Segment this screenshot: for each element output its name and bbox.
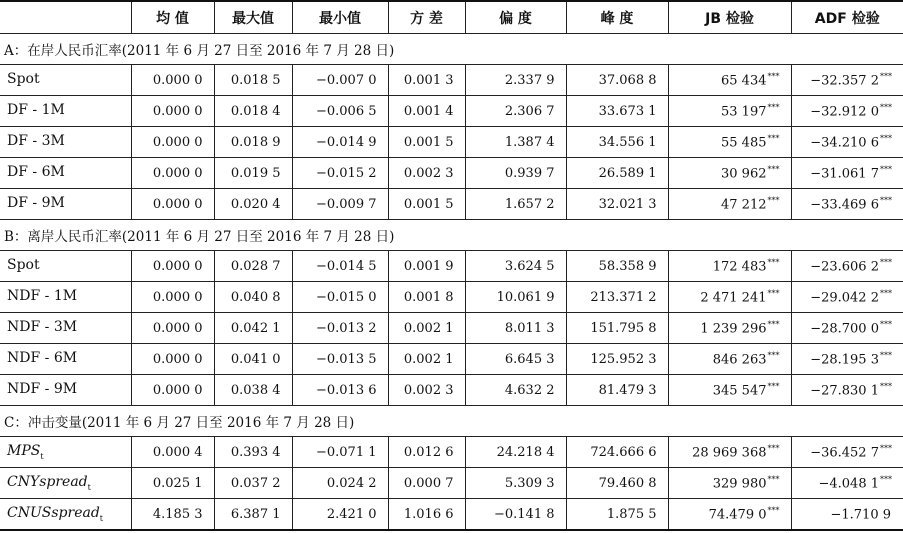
adf-value: −28.700 0	[810, 321, 879, 337]
adf-cell	[791, 499, 903, 531]
min-cell: −0.015 2	[292, 158, 388, 189]
jb-cell	[668, 127, 791, 158]
significance-marker: ***	[767, 288, 780, 298]
row-label	[0, 127, 131, 158]
variable-name: NDF - 6M	[7, 350, 78, 367]
significance-marker: ***	[767, 443, 780, 453]
max-cell: 6.387 1	[214, 499, 292, 531]
mean-cell: 0.000 4	[131, 437, 214, 468]
mean-cell: 0.000 0	[131, 344, 214, 375]
adf-value: −27.830 1	[810, 383, 879, 399]
jb-value: 74.479 0	[708, 507, 767, 523]
variance-cell: 0.001 3	[388, 65, 465, 96]
variance-cell: 0.001 8	[388, 282, 465, 313]
kurtosis-cell: 81.479 3	[566, 375, 668, 406]
header-adf-test: ADF 检验	[791, 1, 903, 34]
row-label	[0, 499, 131, 531]
mean-cell: 4.185 3	[131, 499, 214, 531]
significance-marker: ***	[767, 195, 780, 205]
significance-marker: ***	[880, 195, 892, 205]
significance-marker: ***	[880, 350, 892, 360]
jb-value: 55 485	[721, 135, 767, 151]
adf-cell	[791, 65, 903, 96]
header-kurtosis: 峰 度	[566, 1, 668, 34]
jb-cell	[668, 468, 791, 499]
min-cell: −0.013 5	[292, 344, 388, 375]
jb-cell	[668, 65, 791, 96]
skewness-cell: 3.624 5	[465, 251, 566, 282]
min-cell: −0.015 0	[292, 282, 388, 313]
adf-value: −4.048 1	[818, 476, 879, 492]
variance-cell: 0.001 5	[388, 127, 465, 158]
header-max: 最大值	[214, 1, 292, 34]
adf-value: −29.042 2	[810, 290, 879, 306]
table-body	[0, 34, 903, 531]
jb-value: 172 483	[712, 259, 767, 275]
jb-value: 329 980	[712, 476, 767, 492]
table-row	[0, 158, 903, 189]
table-row	[0, 375, 903, 406]
variance-cell: 0.002 3	[388, 158, 465, 189]
mean-cell: 0.000 0	[131, 251, 214, 282]
min-cell: −0.014 9	[292, 127, 388, 158]
max-cell: 0.018 4	[214, 96, 292, 127]
row-label	[0, 96, 131, 127]
skewness-cell: 6.645 3	[465, 344, 566, 375]
significance-marker: ***	[767, 350, 780, 360]
adf-cell	[791, 313, 903, 344]
jb-value: 53 197	[721, 104, 767, 120]
header-variance: 方 差	[388, 1, 465, 34]
variable-name: Spot	[7, 257, 40, 274]
skewness-cell: 8.011 3	[465, 313, 566, 344]
significance-marker: ***	[880, 257, 892, 267]
variance-cell: 0.002 1	[388, 344, 465, 375]
variable-name: DF - 3M	[7, 133, 65, 150]
min-cell: −0.009 7	[292, 189, 388, 220]
jb-cell	[668, 96, 791, 127]
skewness-cell: 2.337 9	[465, 65, 566, 96]
kurtosis-cell: 125.952 3	[566, 344, 668, 375]
section-row	[0, 220, 903, 251]
skewness-cell: −0.141 8	[465, 499, 566, 531]
min-cell: −0.007 0	[292, 65, 388, 96]
max-cell: 0.040 8	[214, 282, 292, 313]
kurtosis-cell: 32.021 3	[566, 189, 668, 220]
jb-value: 47 212	[721, 197, 767, 213]
significance-marker: ***	[880, 443, 892, 453]
header-skewness: 偏 度	[465, 1, 566, 34]
max-cell: 0.018 9	[214, 127, 292, 158]
variable-name: DF - 1M	[7, 102, 65, 119]
variance-cell: 0.012 6	[388, 437, 465, 468]
skewness-cell: 10.061 9	[465, 282, 566, 313]
skewness-cell: 24.218 4	[465, 437, 566, 468]
header-row	[0, 1, 903, 34]
row-label	[0, 158, 131, 189]
min-cell: −0.013 2	[292, 313, 388, 344]
table-row	[0, 65, 903, 96]
variable-name: CNUSspread	[7, 505, 100, 522]
jb-cell	[668, 437, 791, 468]
section-title: B：离岸人民币汇率(2011 年 6 月 27 日至 2016 年 7 月 28 日)	[0, 220, 903, 251]
significance-marker: ***	[880, 164, 892, 174]
mean-cell: 0.000 0	[131, 65, 214, 96]
kurtosis-cell: 37.068 8	[566, 65, 668, 96]
skewness-cell: 1.657 2	[465, 189, 566, 220]
section-title: C：冲击变量(2011 年 6 月 27 日至 2016 年 7 月 28 日)	[0, 406, 903, 437]
jb-cell	[668, 344, 791, 375]
significance-marker: ***	[767, 102, 780, 112]
kurtosis-cell: 1.875 5	[566, 499, 668, 531]
jb-cell	[668, 499, 791, 531]
max-cell: 0.042 1	[214, 313, 292, 344]
significance-marker: ***	[880, 381, 892, 391]
header-jb-test: JB 检验	[668, 1, 791, 34]
table-row	[0, 96, 903, 127]
skewness-cell: 4.632 2	[465, 375, 566, 406]
mean-cell: 0.000 0	[131, 313, 214, 344]
significance-marker: ***	[767, 505, 780, 515]
max-cell: 0.028 7	[214, 251, 292, 282]
variable-name: NDF - 3M	[7, 319, 78, 336]
skewness-cell: 5.309 3	[465, 468, 566, 499]
kurtosis-cell: 79.460 8	[566, 468, 668, 499]
significance-marker: ***	[880, 319, 892, 329]
variable-subscript: t	[99, 513, 104, 523]
row-label	[0, 282, 131, 313]
adf-value: −32.357 2	[810, 73, 879, 89]
row-label	[0, 189, 131, 220]
min-cell: −0.071 1	[292, 437, 388, 468]
significance-marker: ***	[880, 133, 892, 143]
jb-cell	[668, 189, 791, 220]
table-row	[0, 282, 903, 313]
adf-value: −31.061 7	[810, 166, 879, 182]
skewness-cell: 0.939 7	[465, 158, 566, 189]
max-cell: 0.018 5	[214, 65, 292, 96]
row-label	[0, 313, 131, 344]
max-cell: 0.038 4	[214, 375, 292, 406]
variance-cell: 0.001 5	[388, 189, 465, 220]
variable-name: Spot	[7, 71, 40, 88]
adf-value: −34.210 6	[810, 135, 879, 151]
row-label	[0, 344, 131, 375]
adf-cell	[791, 375, 903, 406]
table-row	[0, 189, 903, 220]
max-cell: 0.037 2	[214, 468, 292, 499]
max-cell: 0.393 4	[214, 437, 292, 468]
significance-marker: ***	[767, 164, 780, 174]
variance-cell: 0.002 1	[388, 313, 465, 344]
mean-cell: 0.025 1	[131, 468, 214, 499]
significance-marker: ***	[767, 133, 780, 143]
adf-cell	[791, 96, 903, 127]
adf-value: −36.452 7	[810, 445, 879, 461]
significance-marker: ***	[880, 288, 892, 298]
row-label	[0, 437, 131, 468]
jb-value: 30 962	[721, 166, 767, 182]
adf-value: −32.912 0	[810, 104, 879, 120]
row-label	[0, 65, 131, 96]
jb-value: 65 434	[721, 73, 767, 89]
variable-name: NDF - 1M	[7, 288, 78, 305]
adf-cell	[791, 344, 903, 375]
mean-cell: 0.000 0	[131, 189, 214, 220]
header-min: 最小值	[292, 1, 388, 34]
row-label	[0, 251, 131, 282]
mean-cell: 0.000 0	[131, 282, 214, 313]
adf-cell	[791, 468, 903, 499]
row-label	[0, 468, 131, 499]
header-mean: 均 值	[131, 1, 214, 34]
kurtosis-cell: 58.358 9	[566, 251, 668, 282]
table-row	[0, 499, 903, 531]
table-row	[0, 468, 903, 499]
jb-value: 846 263	[712, 352, 767, 368]
kurtosis-cell: 26.589 1	[566, 158, 668, 189]
jb-cell	[668, 251, 791, 282]
section-row	[0, 34, 903, 65]
mean-cell: 0.000 0	[131, 158, 214, 189]
jb-value: 28 969 368	[692, 445, 767, 461]
kurtosis-cell: 151.795 8	[566, 313, 668, 344]
mean-cell: 0.000 0	[131, 375, 214, 406]
significance-marker: ***	[767, 257, 780, 267]
kurtosis-cell: 724.666 6	[566, 437, 668, 468]
row-label	[0, 375, 131, 406]
variance-cell: 0.002 3	[388, 375, 465, 406]
adf-cell	[791, 189, 903, 220]
skewness-cell: 2.306 7	[465, 96, 566, 127]
max-cell: 0.019 5	[214, 158, 292, 189]
adf-value: −33.469 6	[810, 197, 879, 213]
adf-value: −23.606 2	[810, 259, 879, 275]
variable-name: DF - 6M	[7, 164, 65, 181]
min-cell: 0.024 2	[292, 468, 388, 499]
variable-name: MPS	[7, 443, 41, 460]
variable-subscript: t	[87, 482, 91, 492]
skewness-cell: 1.387 4	[465, 127, 566, 158]
kurtosis-cell: 213.371 2	[566, 282, 668, 313]
significance-marker: ***	[767, 71, 780, 81]
jb-value: 1 239 296	[700, 321, 767, 337]
mean-cell: 0.000 0	[131, 96, 214, 127]
adf-cell	[791, 251, 903, 282]
table-row	[0, 437, 903, 468]
adf-cell	[791, 158, 903, 189]
variable-name: NDF - 9M	[7, 381, 78, 398]
max-cell: 0.020 4	[214, 189, 292, 220]
significance-marker: ***	[767, 474, 780, 484]
min-cell: −0.013 6	[292, 375, 388, 406]
min-cell: −0.006 5	[292, 96, 388, 127]
variable-name: DF - 9M	[7, 195, 65, 212]
variance-cell: 1.016 6	[388, 499, 465, 531]
jb-cell	[668, 375, 791, 406]
jb-cell	[668, 282, 791, 313]
significance-marker: ***	[767, 381, 780, 391]
variable-subscript: t	[40, 451, 44, 461]
table-row	[0, 127, 903, 158]
section-row	[0, 406, 903, 437]
min-cell: 2.421 0	[292, 499, 388, 531]
kurtosis-cell: 34.556 1	[566, 127, 668, 158]
significance-marker: ***	[767, 319, 780, 329]
adf-value: −1.710 9	[830, 507, 891, 523]
table-row	[0, 344, 903, 375]
jb-value: 2 471 241	[700, 290, 767, 306]
table-row	[0, 251, 903, 282]
mean-cell: 0.000 0	[131, 127, 214, 158]
variance-cell: 0.001 4	[388, 96, 465, 127]
significance-marker: ***	[880, 102, 892, 112]
adf-cell	[791, 282, 903, 313]
adf-value: −28.195 3	[810, 352, 879, 368]
significance-marker: ***	[880, 71, 892, 81]
max-cell: 0.041 0	[214, 344, 292, 375]
header-variable	[0, 1, 131, 34]
variance-cell: 0.000 7	[388, 468, 465, 499]
jb-cell	[668, 158, 791, 189]
variance-cell: 0.001 9	[388, 251, 465, 282]
section-title: A：在岸人民币汇率(2011 年 6 月 27 日至 2016 年 7 月 28 日)	[0, 34, 903, 65]
adf-cell	[791, 437, 903, 468]
variable-name: CNYspread	[7, 474, 88, 491]
jb-cell	[668, 313, 791, 344]
table-row	[0, 313, 903, 344]
kurtosis-cell: 33.673 1	[566, 96, 668, 127]
adf-cell	[791, 127, 903, 158]
jb-value: 345 547	[712, 383, 767, 399]
min-cell: −0.014 5	[292, 251, 388, 282]
significance-marker: ***	[880, 474, 892, 484]
